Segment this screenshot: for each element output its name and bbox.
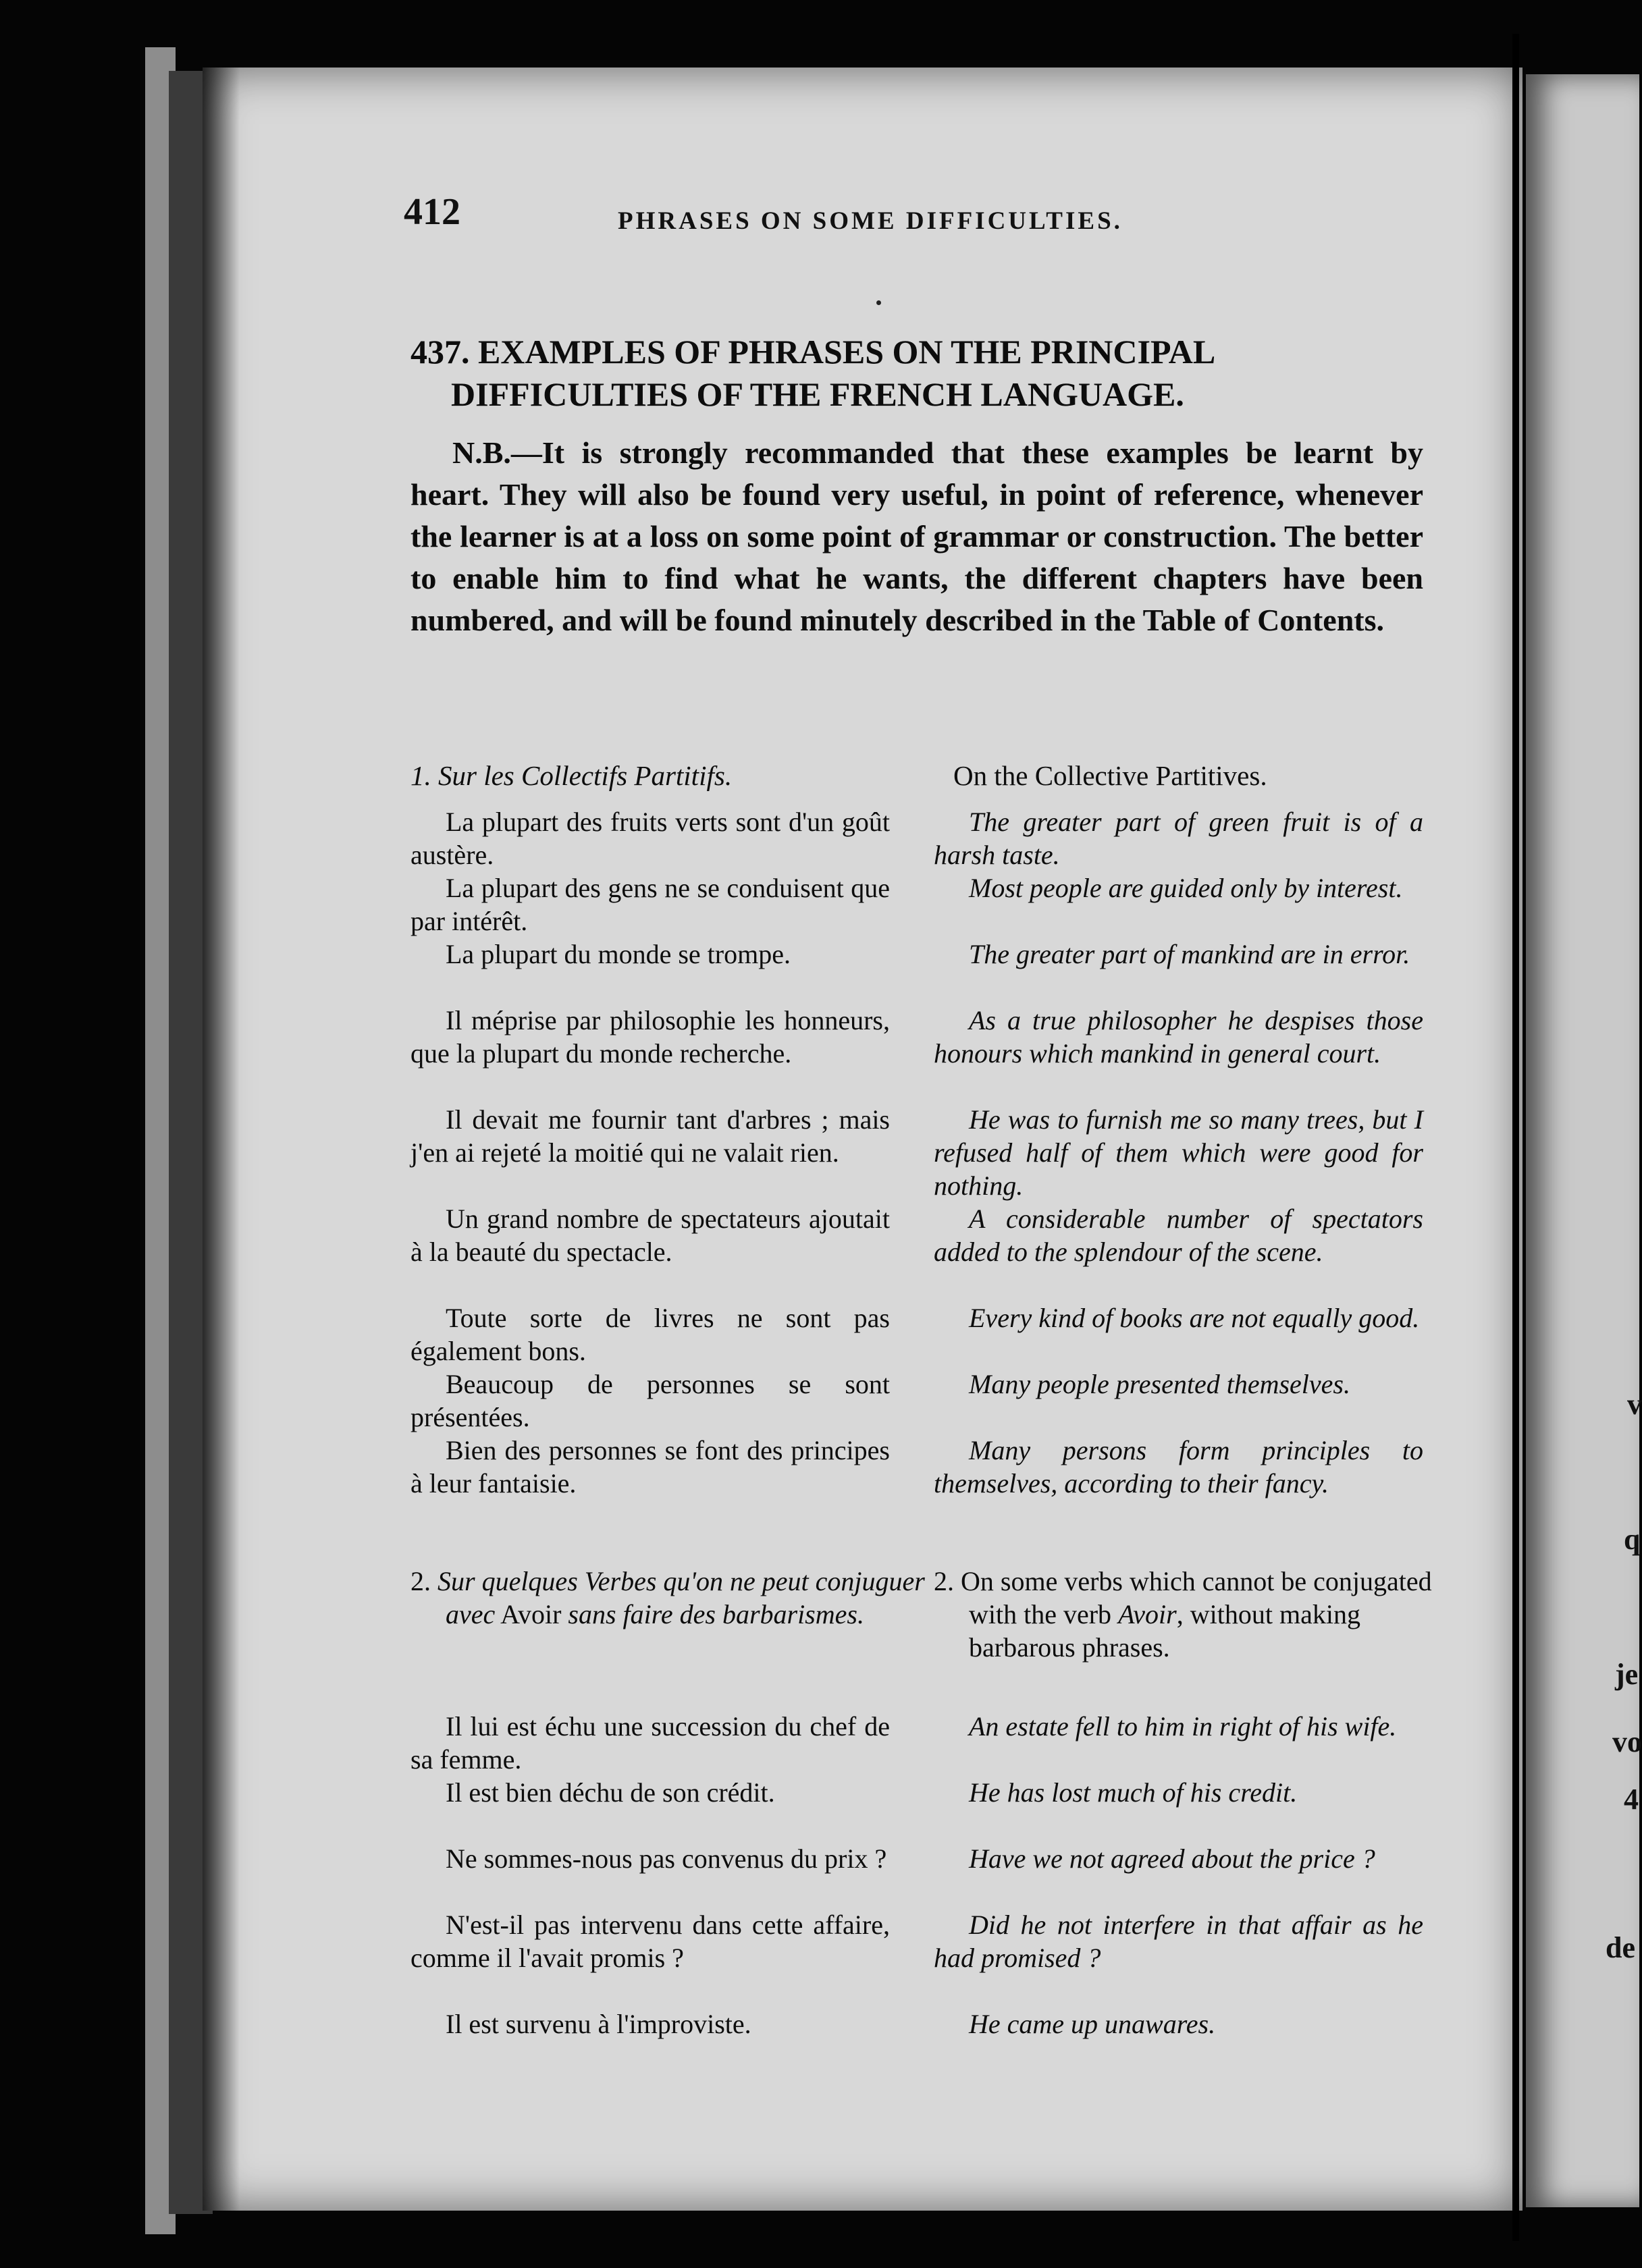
french-example: Un grand nombre de spectateurs ajoutait à la beauté du spectacle. [410, 1204, 890, 1267]
english-translation: A considerable number of spectators added to the splendour of the scene. [934, 1204, 1423, 1267]
facing-page-fragment: 4 [1624, 1783, 1639, 1816]
french-example: Il lui est échu une succession du chef de sa femme. [410, 1711, 890, 1775]
french-example: Toute sorte de livres ne sont pas également bons. [410, 1303, 890, 1366]
french-example: Il devait me fournir tant d'arbres ; mais j'en ai rejeté la moitié qui ne valait rien. [410, 1104, 890, 1168]
english-translation: Many persons form principles to themselves, according to their fancy. [934, 1435, 1423, 1498]
facing-page-fragment: vo [1612, 1725, 1642, 1758]
facing-page-fragment: je [1615, 1658, 1639, 1691]
english-translation: Did he not interfere in that affair as he had promised ? [934, 1910, 1423, 1973]
english-translation: Every kind of books are not equally good. [969, 1303, 1420, 1333]
english-translation: An estate fell to him in right of his wife. [969, 1711, 1397, 1742]
english-translation: Many people presented themselves. [969, 1369, 1350, 1399]
english-translation: The greater part of mankind are in error. [969, 939, 1410, 969]
french-example: Bien des personnes se font des principes à leur fantaisie. [410, 1435, 890, 1498]
french-example: Il méprise par philosophie les honneurs, que la plupart du monde recherche. [410, 1005, 890, 1069]
english-translation: He came up unawares. [969, 2009, 1216, 2039]
english-translation: As a true philosopher he despises those honours which mankind in general court. [934, 1005, 1423, 1069]
french-example: La plupart des fruits verts sont d'un goût austère. [410, 807, 890, 870]
french-example: Il est survenu à l'improviste. [446, 2009, 751, 2039]
chapter-2-french-heading: 2. Sur quelques Verbes qu'on ne peut conjuguer avec Avoir sans faire des barbarismes. [410, 1566, 925, 1629]
section-title-line-2: DIFFICULTIES OF THE FRENCH LANGUAGE. [451, 375, 1184, 413]
english-translation: He was to furnish me so many trees, but I refused half of them which were good for nothing. [934, 1104, 1423, 1201]
note-lead: N.B.— [452, 435, 542, 470]
french-example: N'est-il pas intervenu dans cette affaire, comme il l'avait promis ? [410, 1910, 890, 1973]
ornament-dot [876, 300, 881, 305]
facing-page-fragment: q [1624, 1523, 1641, 1556]
facing-page-fragment: v [1627, 1388, 1642, 1421]
facing-page-fragment: de [1606, 1931, 1635, 1964]
english-translation: Most people are guided only by interest. [969, 873, 1403, 903]
study-note [410, 432, 1423, 641]
english-translation: He has lost much of his credit. [969, 1777, 1298, 1808]
french-example: Il est bien déchu de son crédit. [446, 1777, 775, 1808]
note-text: It is strongly recommanded that these examples be learnt by heart. They will also be found very useful, in point of reference, whenever the learner is at a loss on some point of grammar or construction. The better to enable him to find what he wants, the different chapters have been numbered, and will be found minutely described in the Table of Contents. [410, 435, 1423, 637]
english-translation: Have we not agreed about the price ? [969, 1843, 1375, 1874]
french-example: La plupart des gens ne se conduisent que par intérêt. [410, 873, 890, 936]
chapter-1-french-heading: 1. Sur les Collectifs Partitifs. [410, 760, 733, 791]
french-example: Ne sommes-nous pas convenus du prix ? [446, 1843, 887, 1874]
french-example: Beaucoup de personnes se sont présentées. [410, 1369, 890, 1432]
spine-shadow [203, 68, 240, 2211]
facing-page [1526, 74, 1639, 2207]
english-translation: The greater part of green fruit is of a harsh taste. [934, 807, 1423, 870]
page-gutter [1512, 34, 1519, 2241]
section-title-line-1: 437. EXAMPLES OF PHRASES ON THE PRINCIPAL [410, 333, 1216, 371]
french-example: La plupart du monde se trompe. [446, 939, 791, 969]
chapter-1-english-heading: On the Collective Partitives. [953, 760, 1267, 791]
chapter-2-english-heading: 2. On some verbs which cannot be conjugated with the verb Avoir, without making barbarous phrases. [934, 1566, 1432, 1663]
running-title: PHRASES ON SOME DIFFICULTIES. [618, 207, 1123, 235]
page-number: 412 [404, 191, 460, 233]
